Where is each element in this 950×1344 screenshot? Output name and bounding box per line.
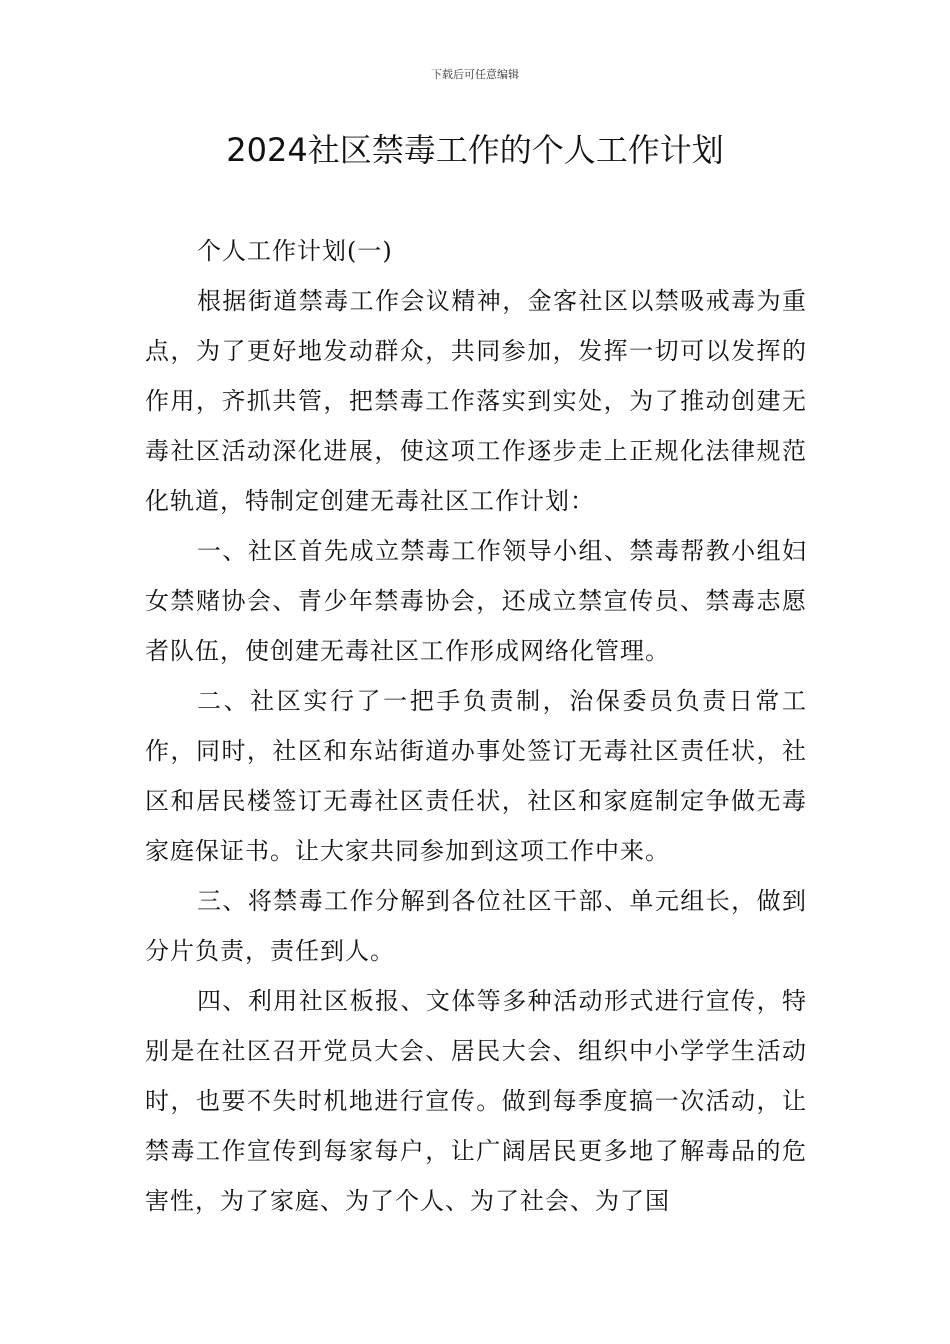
paragraph: 根据街道禁毒工作会议精神，金客社区以禁吸戒毒为重点，为了更好地发动群众，共同参加，发挥一切可以发挥的作用，齐抓共管，把禁毒工作落实到实处，为了推动创建无毒社区活动深化进展，使这项工作逐步走上正规化法律规范化轨道，特制定创建无毒社区工作计划：: [145, 287, 807, 515]
paragraph: 一、社区首先成立禁毒工作领导小组、禁毒帮教小组妇女禁赌协会、青少年禁毒协会，还成立禁宣传员、禁毒志愿者队伍，使创建无毒社区工作形成网络化管理。: [145, 537, 807, 665]
header-note: 下载后可任意编辑: [431, 68, 519, 81]
document-title: 2024社区禁毒工作的个人工作计划: [226, 131, 724, 169]
paragraph: 四、利用社区板报、文体等多种活动形式进行宣传，特别是在社区召开党员大会、居民大会、组织中小学学生活动时，也要不失时机地进行宣传。做到每季度搞一次活动，让禁毒工作宣传到每家每户，让广阔居民更多地了解毒品的危害性，为了家庭、为了个人、为了社会、为了国: [145, 987, 807, 1215]
paragraph: 二、社区实行了一把手负责制，治保委员负责日常工作，同时，社区和东站街道办事处签订无毒社区责任状，社区和居民楼签订无毒社区责任状，社区和家庭制定争做无毒家庭保证书。让大家共同参加到这项工作中来。: [145, 687, 807, 865]
section-heading: 个人工作计划(一): [197, 237, 393, 265]
paragraph: 三、将禁毒工作分解到各位社区干部、单元组长，做到分片负责，责任到人。: [145, 887, 807, 965]
document-body: [145, 226, 807, 1226]
